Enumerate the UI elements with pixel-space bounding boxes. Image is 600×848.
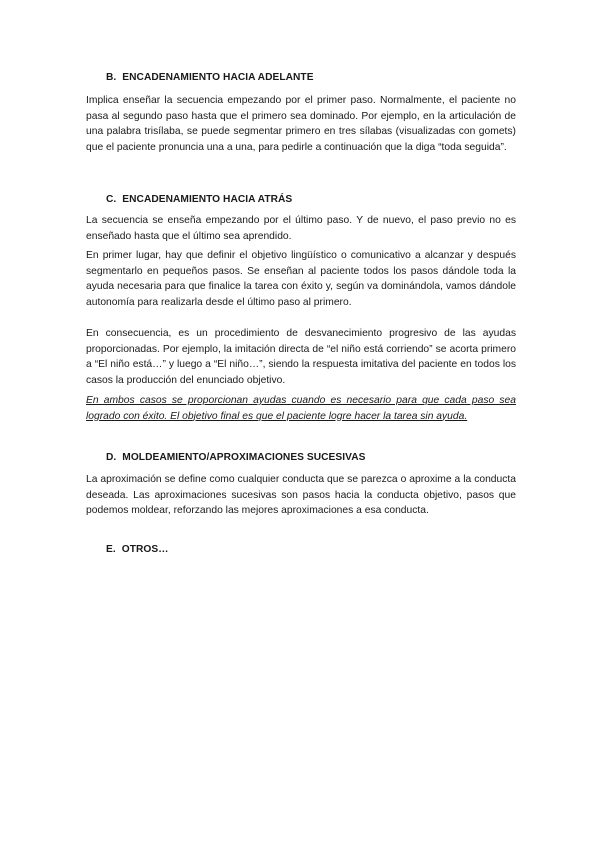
section-c-title: ENCADENAMIENTO HACIA ATRÁS <box>122 194 293 205</box>
section-b-title: ENCADENAMIENTO HACIA ADELANTE <box>122 72 314 83</box>
section-d-paragraph-1: La aproximación se define como cualquier conducta que se parezca o aproxime a la conducta deseada. Las aproximaciones sucesivas son pasos hacia la conducta objetivo, pasos que podemos moldear, reforzando las mejores aproximaciones a esa conducta. <box>86 474 516 516</box>
section-e-title: OTROS… <box>121 544 169 555</box>
section-b-paragraph-1: Implica enseñar la secuencia empezando por el primer paso. Normalmente, el paciente no pasa al segundo paso hasta que el primero sea dominado. Por ejemplo, en la articulación de una palabra trisílaba, se puede segmentar primero en tres sílabas (visualizadas con gomets) que el paciente pronuncia una a una, para pedirle a continuación que la diga “toda seguida”. <box>86 95 516 153</box>
section-e-letter: E. <box>106 544 116 555</box>
section-b-heading <box>106 72 314 83</box>
section-c-note: En ambos casos se proporcionan ayudas cuando es necesario para que cada paso sea logrado con éxito. El objetivo final es que el paciente logre hacer la tarea sin ayuda. <box>86 395 516 422</box>
section-d-letter: D. <box>106 452 117 463</box>
section-c-paragraph-2: En primer lugar, hay que definir el objetivo lingüístico o comunicativo a alcanzar y después segmentarlo en pequeños pasos. Se enseñan al paciente todos los pasos dándole toda la ayuda necesaria para que finalice la tarea con éxito y, según va dominándola, vamos dándole autonomía para realizarla desde el último paso al primero. <box>86 250 516 308</box>
section-e-heading <box>106 544 168 555</box>
section-c-paragraph-1: La secuencia se enseña empezando por el último paso. Y de nuevo, el paso previo no es enseñado hasta que el último sea aprendido. <box>86 215 516 242</box>
section-c-letter: C. <box>106 194 117 205</box>
section-c-heading <box>106 194 292 205</box>
section-c-paragraph-3: En consecuencia, es un procedimiento de desvanecimiento progresivo de las ayudas proporcionadas. Por ejemplo, la imitación directa de “el niño está corriendo” se acorta primero a “El niño está…” y luego a “El niño…”, siendo la respuesta imitativa del paciente en todos los casos la producción del enunciado objetivo. <box>86 328 516 386</box>
section-d-heading <box>106 452 365 463</box>
section-b-letter: B. <box>106 72 117 83</box>
section-d-title: MOLDEAMIENTO/APROXIMACIONES SUCESIVAS <box>122 452 366 463</box>
